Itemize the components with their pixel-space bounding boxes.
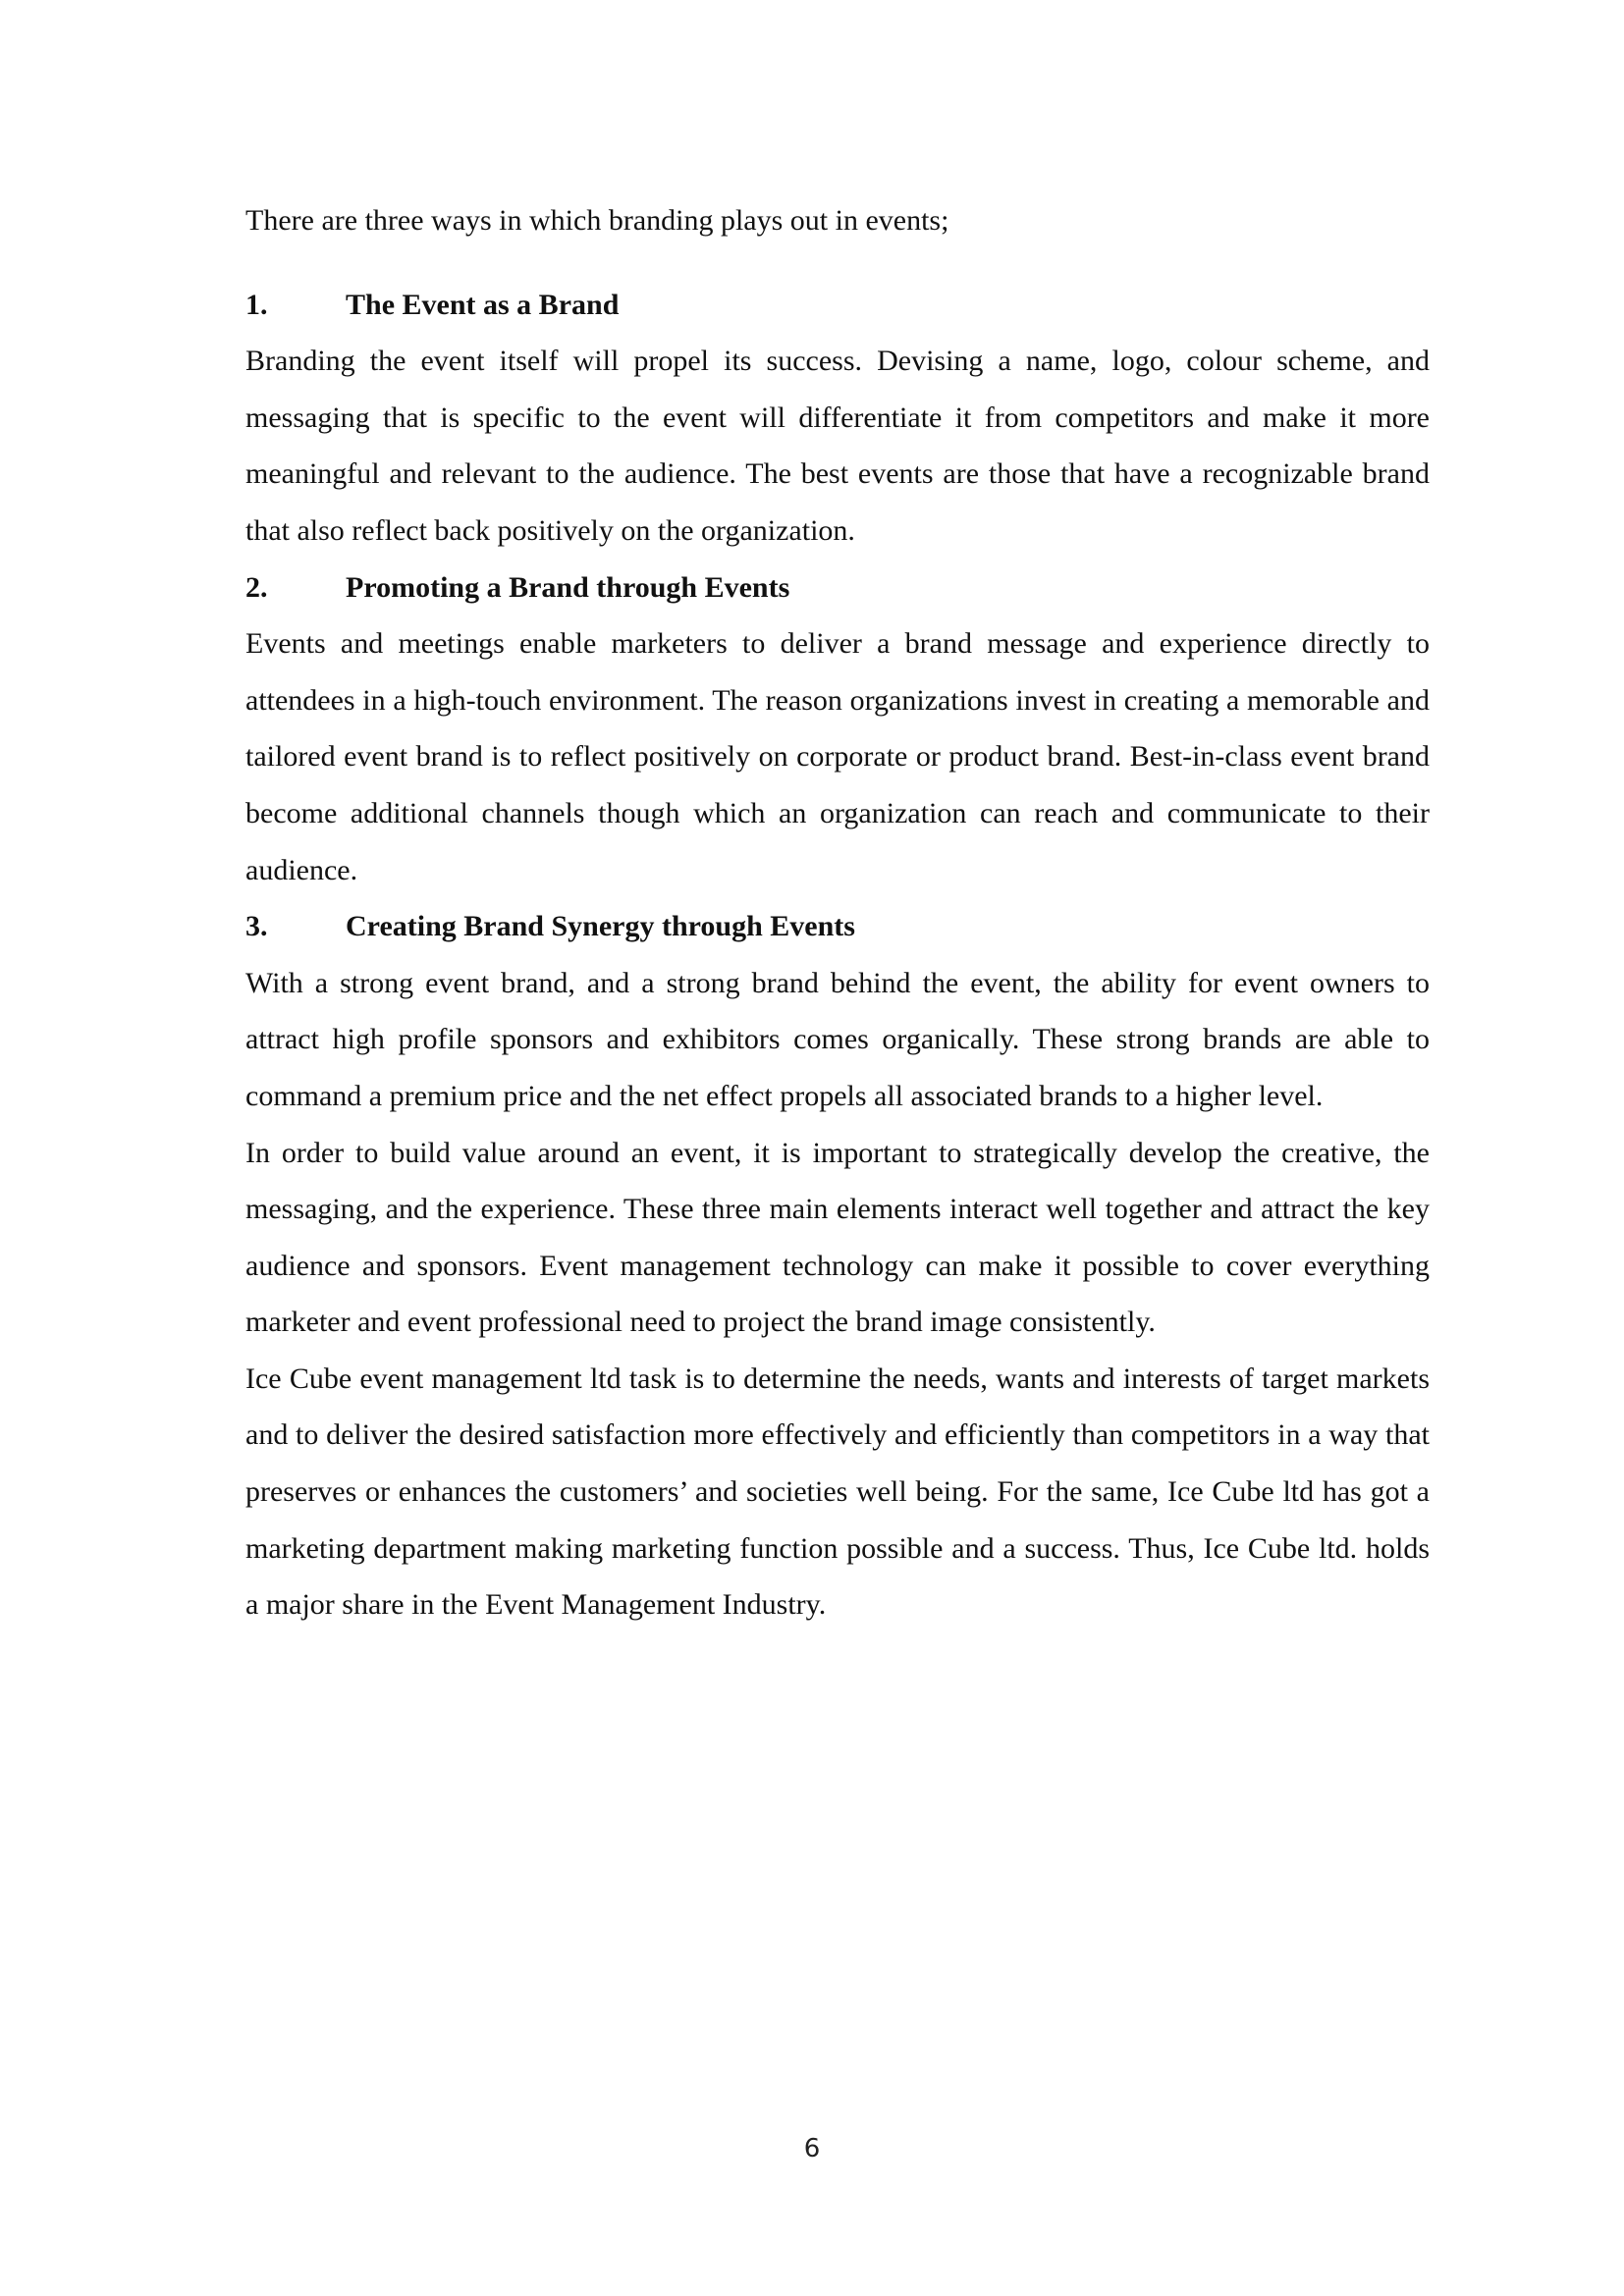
section-body: Events and meetings enable marketers to deliver a brand message and experience directly to attendees in a high-touch environment. The reason organizations invest in creating a memorable and tailored event brand is to reflect positively on corporate or product brand. Best-in-class event brand become additional channels though which an organization can reach and communicate to their audience. — [245, 627, 1430, 886]
section-3 — [245, 898, 1430, 1124]
body-paragraph: Ice Cube event management ltd task is to determine the needs, wants and interests of target markets and to deliver the desired satisfaction more effectively and efficiently than competitors in a way that preserves or enhances the customers’ and societies well being. For the same, Ice Cube ltd has got a marketing department making marketing function possible and a success. Thus, Ice Cube ltd. holds a major share in the Event Management Industry. — [245, 1362, 1430, 1622]
section-1 — [245, 277, 1430, 560]
document-page — [245, 192, 1430, 1633]
section-title: Promoting a Brand through Events — [346, 570, 790, 604]
section-body: Branding the event itself will propel its success. Devising a name, logo, colour scheme, and messaging that is specific to the event will differentiate it from competitors and make it more meaningful and relevant to the audience. The best events are those that have a recognizable brand that also reflect back positively on the organization. — [245, 345, 1430, 547]
section-title: Creating Brand Synergy through Events — [346, 910, 855, 943]
section-body: With a strong event brand, and a strong brand behind the event, the ability for event owners to attract high profile sponsors and exhibitors comes organically. These strong brands are able to command a premium price and the net effect propels all associated brands to a higher level. — [245, 966, 1430, 1112]
section-heading — [245, 898, 1430, 955]
section-heading — [245, 277, 1430, 334]
section-number: 2. — [245, 570, 268, 604]
section-heading — [245, 560, 1430, 616]
section-number: 1. — [245, 288, 268, 321]
body-paragraph: In order to build value around an event, it is important to strategically develop the creative, the messaging, and the experience. These three main elements interact well together and attract the key audience and sponsors. Event management technology can make it possible to cover everything marketer and event professional need to project the brand image consistently. — [245, 1136, 1430, 1339]
section-number: 3. — [245, 910, 268, 943]
section-title: The Event as a Brand — [346, 288, 620, 321]
intro-paragraph: There are three ways in which branding plays out in events; — [245, 204, 949, 237]
page-number: 6 — [803, 2134, 821, 2163]
section-2 — [245, 560, 1430, 899]
